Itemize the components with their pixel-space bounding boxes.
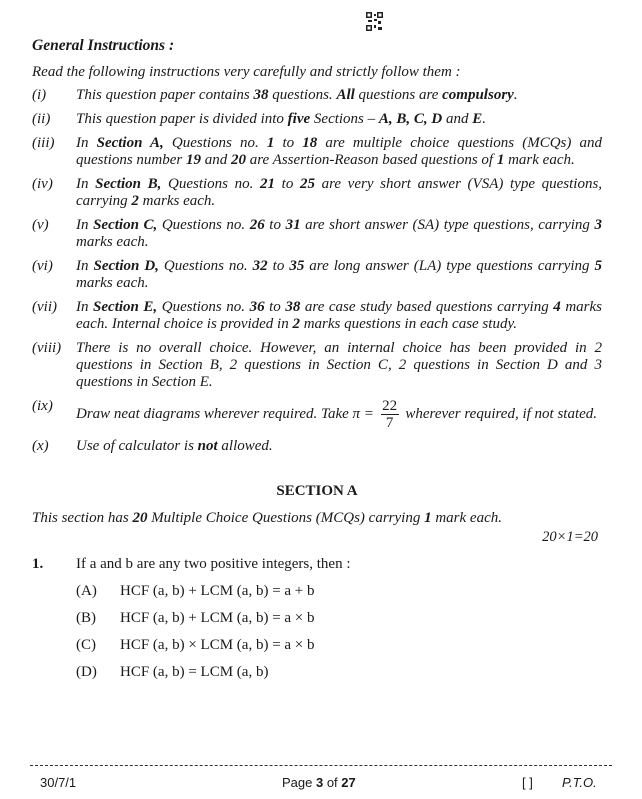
- page-of: of: [323, 775, 342, 790]
- page-current: 3: [315, 775, 324, 790]
- instructions-list: [32, 87, 602, 455]
- instruction-item: [32, 340, 602, 391]
- instruction-number: (x): [32, 438, 49, 454]
- instruction-number: (ix): [32, 398, 53, 414]
- section-title: SECTION A: [276, 483, 358, 499]
- instruction-item: [32, 398, 602, 431]
- question-text: If a and b are any two positive integers, then :: [76, 556, 351, 572]
- instruction-item: [32, 438, 602, 455]
- footer-divider: [30, 765, 612, 766]
- instruction-item: [32, 258, 602, 292]
- general-instructions-intro: Read the following instructions very carefully and strictly follow them :: [32, 64, 461, 80]
- page-number: [282, 775, 356, 790]
- section-intro: This section has 20 Multiple Choice Questions (MCQs) carrying 1 mark each.: [32, 510, 502, 526]
- general-instructions-heading: General Instructions :: [32, 37, 175, 54]
- instruction-number: (vi): [32, 258, 53, 274]
- option-a: [76, 583, 602, 600]
- option-b: [76, 610, 602, 627]
- paper-code: 30/7/1: [40, 775, 77, 790]
- instruction-item: [32, 111, 602, 128]
- instruction-item: [32, 217, 602, 251]
- instruction-text: In Section A, Questions no. 1 to 18 are multiple choice questions (MCQs) and questions number 19 and 20 are Assertion-Reason based questions of 1 mark each.: [76, 135, 603, 168]
- question: [32, 556, 602, 573]
- section-marks: 20×1=20: [542, 529, 598, 545]
- option-text: HCF (a, b) = LCM (a, b): [120, 664, 269, 680]
- instruction-item: [32, 299, 602, 333]
- instruction-text: In Section C, Questions no. 26 to 31 are short answer (SA) type questions, carrying 3 marks each.: [76, 217, 602, 250]
- instruction-text: In Section B, Questions no. 21 to 25 are very short answer (VSA) type questions, carrying 2 marks each.: [76, 176, 603, 209]
- option-c: [76, 637, 602, 654]
- page-total: 27: [341, 775, 356, 790]
- option-text: HCF (a, b) × LCM (a, b) = a × b: [120, 637, 315, 653]
- qr-code-icon: [366, 12, 383, 31]
- option-text: HCF (a, b) + LCM (a, b) = a + b: [120, 583, 315, 599]
- instruction-text: In Section D, Questions no. 32 to 35 are long answer (LA) type questions carrying 5 marks each.: [76, 258, 603, 291]
- instruction-number: (i): [32, 87, 47, 103]
- page-prefix: Page: [282, 775, 316, 790]
- instruction-text: In Section E, Questions no. 36 to 38 are case study based questions carrying 4 marks each. Internal choice is provided in 2 marks questions in each case study.: [76, 299, 602, 332]
- option-label: (C): [76, 637, 96, 653]
- instruction-text: Use of calculator is not allowed.: [76, 438, 273, 454]
- pto-label: P.T.O.: [562, 775, 597, 790]
- question-number: 1.: [32, 556, 44, 572]
- instruction-text: This question paper is divided into five Sections – A, B, C, D and E.: [76, 111, 487, 127]
- instruction-number: (ii): [32, 111, 51, 127]
- instruction-number: (v): [32, 217, 49, 233]
- option-label: (B): [76, 610, 96, 626]
- option-label: (A): [76, 583, 97, 599]
- option-d: [76, 664, 602, 681]
- instruction-text: This question paper contains 38 questions. All questions are compulsory.: [76, 87, 518, 103]
- exam-page: [32, 37, 602, 681]
- option-label: (D): [76, 664, 97, 680]
- instruction-item: [32, 176, 602, 210]
- instruction-item: [32, 87, 602, 104]
- instruction-item: [32, 135, 602, 169]
- instruction-number: (viii): [32, 340, 62, 356]
- instruction-number: (iii): [32, 135, 55, 151]
- instruction-text: There is no overall choice. However, an internal choice has been provided in 2 questions in Section B, 2 questions in Section C, 2 questions in Section D and 3 questions in Section E.: [76, 340, 602, 390]
- option-text: HCF (a, b) + LCM (a, b) = a × b: [120, 610, 315, 626]
- instruction-number: (vii): [32, 299, 57, 315]
- instruction-number: (iv): [32, 176, 53, 192]
- instruction-text: Draw neat diagrams wherever required. Take π = $\frac{22}{7}$ wherever required, if not stated.: [76, 398, 598, 431]
- footer-bracket: [ ]: [522, 775, 533, 790]
